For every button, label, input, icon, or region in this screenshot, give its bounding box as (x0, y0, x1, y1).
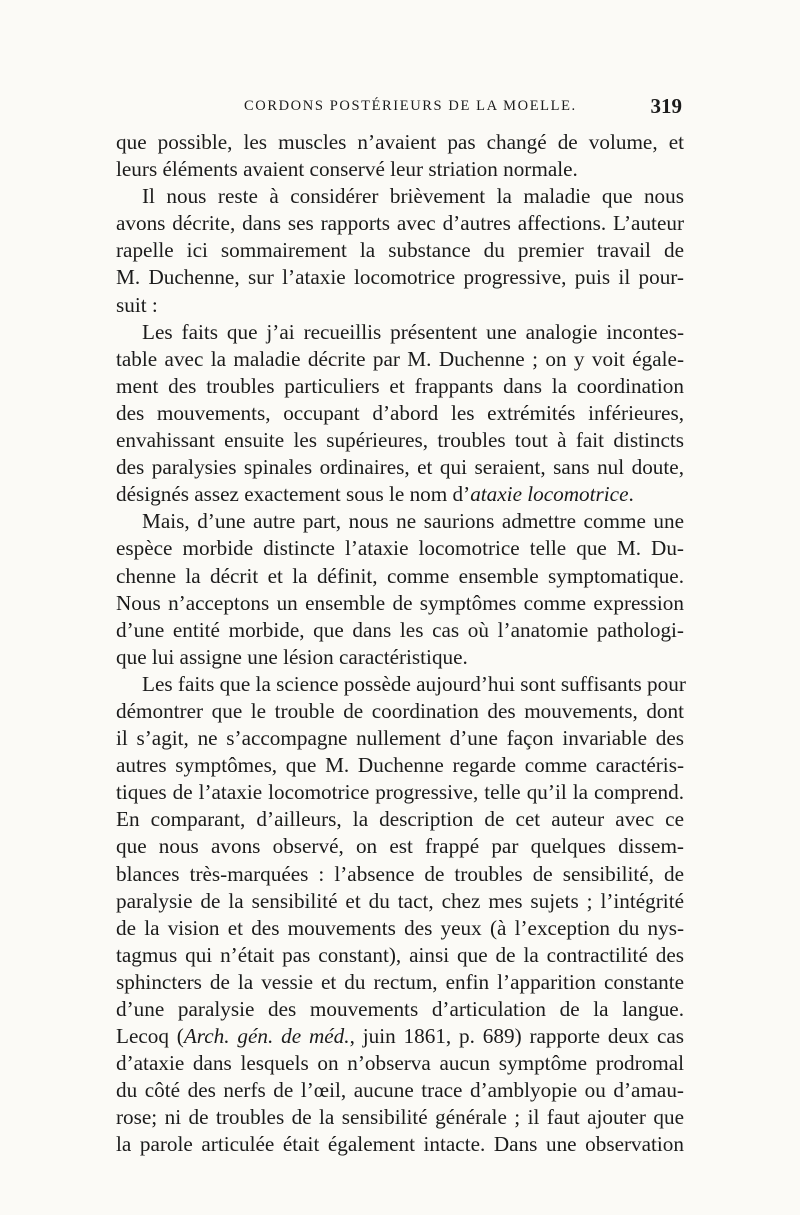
text-segment: table avec la maladie décrite par M. Duchenne ; on y voit égale- (116, 346, 684, 371)
text-line (116, 806, 684, 833)
text-segment: M. Duchenne, sur l’ataxie locomotrice progressive, puis il pour- (116, 265, 684, 290)
text-segment: , juin 1861, p. 689) rapporte deux cas (349, 1024, 684, 1049)
text-segment: rapelle ici sommairement la substance du premier travail de (116, 238, 684, 263)
text-segment: ment des troubles particuliers et frappants dans la coordination (116, 373, 684, 398)
text-line (116, 210, 684, 237)
page-number: 319 (650, 94, 682, 118)
text-line (116, 996, 684, 1023)
text-segment: autres symptômes, que M. Duchenne regarde comme caractéris- (116, 753, 684, 778)
text-segment: sphincters de la vessie et du rectum, enfin l’apparition constante (116, 969, 684, 994)
text-segment: Lecoq ( (116, 1024, 184, 1049)
text-line (116, 1104, 684, 1131)
text-segment: Il nous reste à considérer brièvement la maladie que nous (142, 184, 684, 209)
text-segment: . (628, 482, 634, 507)
text-segment: que nous avons observé, on est frappé par quelques dissem- (116, 834, 684, 859)
text-line (116, 969, 684, 996)
text-segment: envahissant ensuite les supérieures, troubles tout à fait distincts (116, 428, 684, 453)
text-segment: du côté des nerfs de l’œil, aucune trace d’amblyopie ou d’amau- (116, 1078, 684, 1103)
text-segment: avons décrite, dans ses rapports avec d’autres affections. L’auteur (116, 211, 684, 236)
body-text (116, 129, 684, 1159)
text-line (116, 156, 684, 183)
text-segment: rose; ni de troubles de la sensibilité générale ; il faut ajouter que (116, 1105, 684, 1130)
text-line (116, 319, 684, 346)
text-segment: Les faits que j’ai recueillis présentent une analogie incontes- (142, 319, 684, 344)
text-line (116, 373, 684, 400)
text-line (116, 1077, 684, 1104)
text-segment: des mouvements, occupant d’abord les extrémités inférieures, (116, 400, 684, 425)
text-line (116, 1023, 684, 1050)
text-line (116, 779, 684, 806)
text-line (116, 752, 684, 779)
text-segment: leurs éléments avaient conservé leur striation normale. (116, 157, 578, 182)
text-segment: la parole articulée était également intacte. Dans une observation (116, 1132, 684, 1157)
text-segment: Les faits que la science possède aujourd’hui sont suffisants pour (142, 671, 686, 696)
text-segment: paralysie de la sensibilité et du tact, chez mes sujets ; l’intégrité (116, 888, 684, 913)
text-segment: tiques de l’ataxie locomotrice progressive, telle qu’il la comprend. (116, 780, 684, 805)
text-line (116, 1050, 684, 1077)
text-line (116, 617, 684, 644)
text-segment: des paralysies spinales ordinaires, et qui seraient, sans nul doute, (116, 455, 684, 480)
text-line (116, 833, 684, 860)
text-line (116, 400, 684, 427)
book-page (116, 96, 684, 1159)
text-line (116, 535, 684, 562)
text-segment: Mais, d’une autre part, nous ne saurions admettre comme une (142, 509, 684, 534)
text-segment: d’ataxie dans lesquels on n’observa aucun symptôme prodromal (116, 1051, 684, 1076)
text-segment: Nous n’acceptons un ensemble de symptômes comme expression (116, 590, 684, 615)
text-line (116, 237, 684, 264)
text-line (116, 264, 684, 291)
text-line (116, 481, 684, 508)
text-segment: d’une paralysie des mouvements d’articulation de la langue. (116, 997, 684, 1021)
running-header (116, 96, 684, 126)
text-line (116, 427, 684, 454)
italic-text: Arch. gén. de méd. (183, 1024, 350, 1049)
text-line (116, 563, 684, 590)
text-segment: il s’agit, ne s’accompagne nullement d’une façon invariable des (116, 726, 684, 751)
text-segment: que lui assigne une lésion caractéristique. (116, 644, 468, 669)
text-line (116, 1131, 684, 1158)
text-line (116, 508, 684, 535)
text-line (116, 861, 684, 888)
text-segment: En comparant, d’ailleurs, la description de cet auteur avec ce (116, 807, 684, 832)
text-line (116, 915, 684, 942)
text-segment: de la vision et des mouvements des yeux (à l’exception du nys- (116, 915, 684, 940)
text-line (116, 725, 684, 752)
text-line (116, 183, 684, 210)
text-line (116, 129, 684, 156)
text-line (116, 888, 684, 915)
text-segment: tagmus qui n’était pas constant), ainsi que de la contractilité des (116, 942, 684, 967)
text-line (116, 942, 684, 969)
text-segment: blances très-marquées : l’absence de troubles de sensibilité, de (116, 861, 684, 886)
italic-text: ataxie locomotrice (470, 482, 629, 507)
text-line (116, 671, 684, 698)
text-line (116, 346, 684, 373)
text-segment: espèce morbide distincte l’ataxie locomotrice telle que M. Du- (116, 536, 684, 561)
text-line (116, 590, 684, 617)
text-line (116, 644, 684, 671)
text-segment: que possible, les muscles n’avaient pas changé de volume, et (116, 130, 684, 154)
text-segment: démontrer que le trouble de coordination des mouvements, dont (116, 698, 684, 723)
text-segment: chenne la décrit et la définit, comme ensemble symptomatique. (116, 563, 684, 588)
text-segment: d’une entité morbide, que dans les cas où l’anatomie pathologi- (116, 617, 684, 642)
text-line (116, 454, 684, 481)
text-segment: désignés assez exactement sous le nom d’ (116, 482, 471, 507)
running-title: CORDONS POSTÉRIEURS DE LA MOELLE. (244, 98, 577, 114)
text-segment: suit : (116, 292, 158, 317)
text-line (116, 698, 684, 725)
text-line (116, 292, 684, 319)
